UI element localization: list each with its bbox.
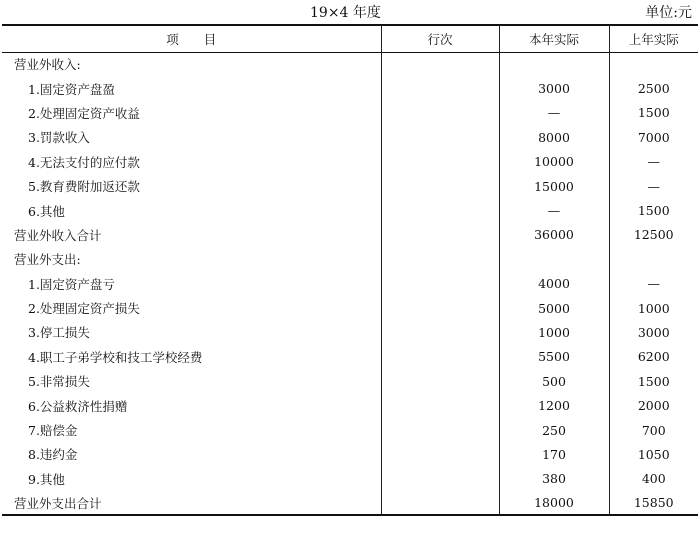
row-line-number [381, 272, 499, 296]
row-prior-year-value: 1050 [609, 442, 698, 466]
row-current-year-value [499, 52, 609, 76]
row-line-number [381, 247, 499, 271]
row-line-number [381, 174, 499, 198]
row-item-label: 7.赔偿金 [28, 423, 78, 439]
row-item-label: 2.处理固定资产损失 [28, 301, 140, 317]
row-current-year-value: 36000 [499, 223, 609, 247]
row-item-label: 1.固定资产盘亏 [28, 276, 115, 292]
row-current-year-value: 5500 [499, 345, 609, 369]
row-current-year-value: — [499, 198, 609, 222]
row-prior-year-value: 2000 [609, 393, 698, 417]
row-line-number [381, 442, 499, 466]
table-row [2, 442, 698, 466]
row-prior-year-value [609, 247, 698, 271]
row-item-label: 营业外支出: [14, 252, 81, 268]
table-row [2, 76, 698, 100]
row-line-number [381, 223, 499, 247]
row-current-year-value: 170 [499, 442, 609, 466]
currency-unit: 单位:元 [645, 5, 692, 21]
table-row [2, 223, 698, 247]
row-line-number [381, 418, 499, 442]
table-row [2, 198, 698, 222]
row-current-year-value: 5000 [499, 296, 609, 320]
row-prior-year-value: 1000 [609, 296, 698, 320]
row-current-year-value: — [499, 101, 609, 125]
row-item-label: 营业外支出合计 [2, 491, 381, 515]
row-current-year-value: 18000 [499, 491, 609, 515]
row-prior-year-value: — [609, 272, 698, 296]
row-prior-year-value: 2500 [609, 76, 698, 100]
row-item-label: 6.其他 [28, 203, 65, 219]
row-prior-year-value: — [609, 150, 698, 174]
row-prior-year-value: — [609, 174, 698, 198]
table-header-row [2, 25, 698, 52]
row-current-year-value: 250 [499, 418, 609, 442]
row-item-label: 1.固定资产盘盈 [28, 81, 115, 97]
row-prior-year-value: 3000 [609, 320, 698, 344]
row-prior-year-value: 1500 [609, 198, 698, 222]
row-current-year-value: 15000 [499, 174, 609, 198]
row-prior-year-value [609, 52, 698, 76]
column-header-item: 项 目 [2, 25, 381, 52]
row-prior-year-value: 700 [609, 418, 698, 442]
row-prior-year-value: 7000 [609, 125, 698, 149]
row-current-year-value: 8000 [499, 125, 609, 149]
row-current-year-value: 500 [499, 369, 609, 393]
row-prior-year-value: 15850 [609, 491, 698, 515]
row-line-number [381, 296, 499, 320]
table-row [2, 418, 698, 442]
table-row [2, 174, 698, 198]
row-current-year-value: 10000 [499, 150, 609, 174]
table-row [2, 345, 698, 369]
row-item-label: 8.违约金 [28, 447, 78, 463]
row-item-label: 营业外收入: [14, 57, 81, 73]
row-item-label: 3.停工损失 [28, 325, 90, 341]
row-line-number [381, 320, 499, 344]
table-row [2, 247, 698, 271]
row-item-label: 5.教育费附加返还款 [28, 179, 140, 195]
table-row [2, 393, 698, 417]
table-row [2, 101, 698, 125]
row-item-label: 4.无法支付的应付款 [28, 154, 140, 170]
table-row [2, 296, 698, 320]
row-item-label: 5.非常损失 [28, 374, 90, 390]
row-line-number [381, 150, 499, 174]
row-line-number [381, 76, 499, 100]
row-prior-year-value: 400 [609, 467, 698, 491]
income-expense-table [2, 24, 698, 516]
row-current-year-value: 1200 [499, 393, 609, 417]
row-prior-year-value: 12500 [609, 223, 698, 247]
row-current-year-value: 380 [499, 467, 609, 491]
row-item-label: 3.罚款收入 [28, 130, 90, 146]
row-item-label: 4.职工子弟学校和技工学校经费 [28, 349, 203, 365]
row-line-number [381, 125, 499, 149]
row-line-number [381, 101, 499, 125]
row-current-year-value [499, 247, 609, 271]
column-header-current-year: 本年实际 [499, 25, 609, 52]
row-prior-year-value: 1500 [609, 101, 698, 125]
row-item-label: 9.其他 [28, 471, 65, 487]
table-row [2, 272, 698, 296]
row-current-year-value: 4000 [499, 272, 609, 296]
row-current-year-value: 3000 [499, 76, 609, 100]
row-line-number [381, 345, 499, 369]
column-header-line: 行次 [381, 25, 499, 52]
row-line-number [381, 467, 499, 491]
table-row [2, 467, 698, 491]
table-row [2, 369, 698, 393]
row-line-number [381, 369, 499, 393]
row-line-number [381, 393, 499, 417]
column-header-prior-year: 上年实际 [609, 25, 698, 52]
report-year: 19×4 年度 [310, 5, 381, 21]
row-item-label: 6.公益救济性捐赠 [28, 398, 128, 414]
row-item-label: 营业外收入合计 [14, 227, 102, 243]
table-row [2, 52, 698, 76]
row-prior-year-value: 1500 [609, 369, 698, 393]
row-line-number [381, 198, 499, 222]
report-header [0, 0, 700, 24]
table-row [2, 320, 698, 344]
row-prior-year-value: 6200 [609, 345, 698, 369]
row-current-year-value: 1000 [499, 320, 609, 344]
row-line-number [381, 52, 499, 76]
table-row [2, 125, 698, 149]
row-line-number [381, 491, 499, 515]
table-row [2, 491, 698, 515]
table-row [2, 150, 698, 174]
row-item-label: 2.处理固定资产收益 [28, 105, 140, 121]
